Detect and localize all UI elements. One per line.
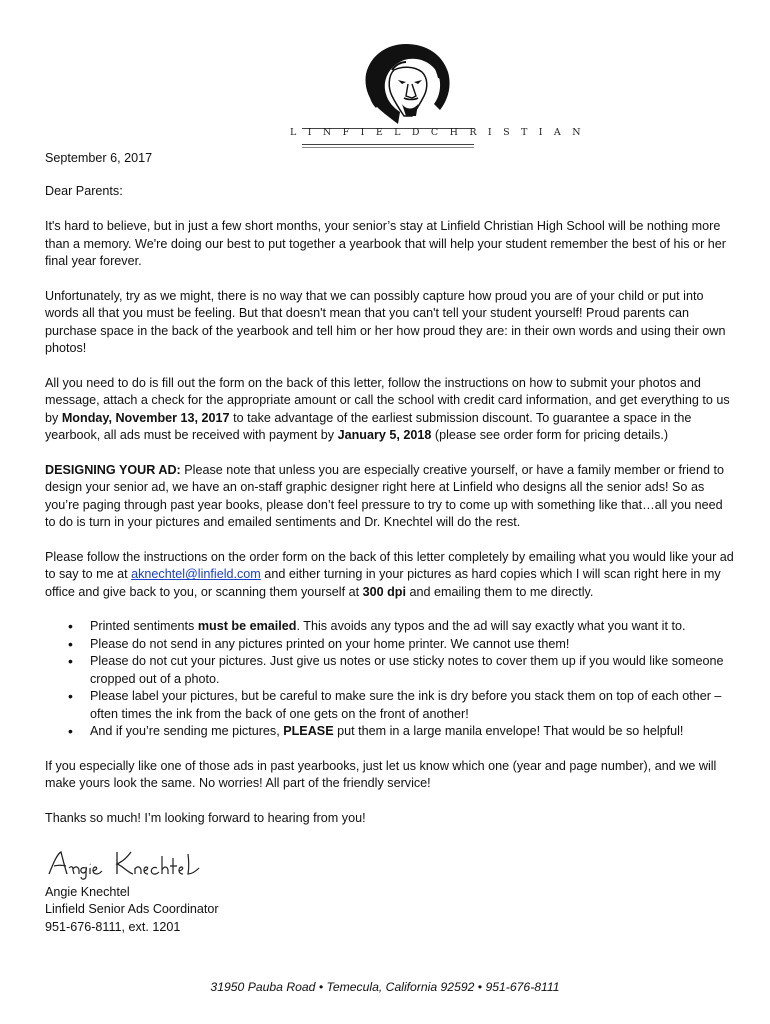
bullet5-bold: PLEASE bbox=[283, 723, 334, 738]
paragraph-intro: It's hard to believe, but in just a few short months, your senior’s stay at Linfield Christian High School will be nothing more than a memory. We're doing our best to put together a yearbook that will help your student remember the best of his or her final year forever. bbox=[45, 219, 726, 269]
designing-text: Please note that unless you are especially creative yourself, or have a family member or friend to design your senior ad, we have an on-staff graphic designer right here at Linfield who designs all the senior ads! So as you’re paging through past year books, please don’t feel pressure to try to come up with something like that…all you need to do is turn in your pictures and emailed sentiments and Dr. Knechtel will do the rest. bbox=[45, 462, 724, 530]
list-item: • Please do not cut your pictures. Just give us notes or use sticky notes to cover them up if you would like someone cropped out of a photo. bbox=[90, 653, 735, 688]
org-name: L I N F I E L D C H R I S T I A N bbox=[290, 127, 585, 138]
list-item bbox=[90, 723, 735, 740]
email-link[interactable]: aknechtel@linfield.com bbox=[131, 567, 261, 582]
paragraph-designing bbox=[45, 462, 735, 532]
letter-date: September 6, 2017 bbox=[45, 151, 153, 165]
instructions-list bbox=[45, 618, 735, 740]
lion-head-icon bbox=[356, 40, 456, 130]
paragraph-past-ads: If you especially like one of those ads in past yearbooks, just let us know which one (year and page number), and we will make yours look the same. No worries! All part of the friendly service! bbox=[45, 758, 717, 791]
list-item bbox=[90, 618, 735, 635]
deadlines-text-d: (please see order form for pricing details.) bbox=[431, 428, 669, 443]
designing-heading: DESIGNING YOUR AD: bbox=[45, 462, 181, 477]
brand-bottom-rule bbox=[302, 144, 474, 145]
footer-address: 31950 Pauba Road • Temecula, California 92592 • 951-676-8111 bbox=[210, 980, 560, 994]
bullet1-text-a: Printed sentiments bbox=[90, 619, 198, 634]
signer-phone: 951-676-8111, ext. 1201 bbox=[45, 919, 181, 934]
paragraph-deadlines bbox=[45, 375, 735, 445]
list-item: • Please do not send in any pictures printed on your home printer. We cannot use them! bbox=[90, 636, 735, 653]
early-deadline: Monday, November 13, 2017 bbox=[61, 410, 230, 425]
signer-name: Angie Knechtel bbox=[45, 885, 130, 899]
signer-title: Linfield Senior Ads Coordinator bbox=[45, 902, 219, 917]
bullet1-text-c: . This avoids any typos and the ad will say exactly what you want it to. bbox=[296, 619, 686, 634]
bullet5-text-c: put them in a large manila envelope! That would be so helpful! bbox=[333, 723, 684, 738]
instructions-text-b: and either turning in your pictures as hard copies which I will scan right here in my office and give back to you, or scanning them yourself at bbox=[45, 567, 721, 599]
final-deadline: January 5, 2018 bbox=[337, 428, 432, 443]
dpi-value: 300 dpi bbox=[362, 584, 406, 599]
deadlines-text-c: to take advantage of the earliest submission discount. To guarantee a space in the yearbook, all ads must be received with payment by bbox=[45, 410, 692, 443]
list-item: • Please label your pictures, but be careful to make sure the ink is dry before you stack them on top of each other – often times the ink from the back of one gets on the front of another! bbox=[90, 688, 735, 723]
paragraph-proud-parents: Unfortunately, try as we might, there is no way that we can possibly capture how proud you are of your child or put into words all that you must be feeling. But that doesn't mean that you can't tell your student yourself! Proud parents can purchase space in the back of the yearbook and tell him or her how proud they are: in their own words and using their own photos! bbox=[45, 288, 726, 356]
bullet1-bold: must be emailed bbox=[197, 619, 297, 634]
letter-body bbox=[45, 150, 735, 845]
paragraph-thanks: Thanks so much! I’m looking forward to hearing from you! bbox=[45, 810, 366, 825]
bullet5-text-a: And if you’re sending me pictures, bbox=[90, 723, 284, 738]
deadlines-text-a: All you need to do is fill out the form on the back of this letter, follow the instructions on how to submit your photos and message, attach a check for the appropriate amount or call the school with credit card information, and get everything to us by bbox=[45, 375, 730, 425]
signature-block bbox=[45, 846, 445, 936]
instructions-text-c: and emailing them to me directly. bbox=[406, 584, 594, 599]
handwritten-signature bbox=[45, 846, 205, 882]
brand-bottom-rule-2 bbox=[302, 147, 474, 148]
salutation: Dear Parents: bbox=[45, 184, 123, 199]
instructions-text-a: Please follow the instructions on the order form on the back of this letter completely by emailing what you would like your ad to say to me at bbox=[45, 549, 734, 582]
paragraph-instructions bbox=[45, 549, 735, 601]
